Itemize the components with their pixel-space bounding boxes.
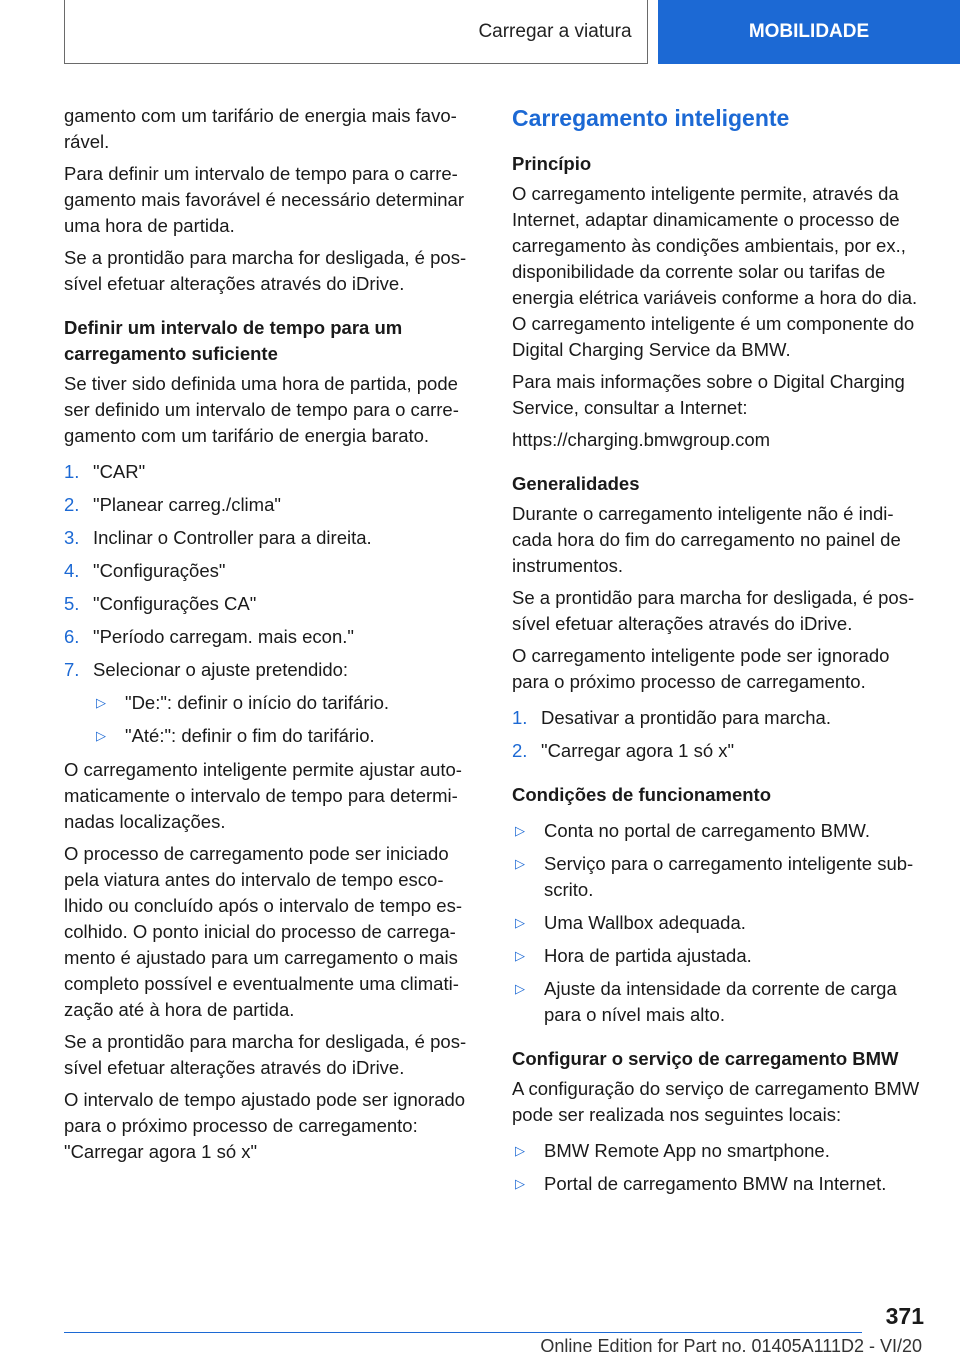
triangle-bullet-icon: ▷ <box>515 1143 525 1158</box>
triangle-bullet-icon: ▷ <box>96 728 106 743</box>
left-column <box>64 103 480 1171</box>
triangle-bullet-icon: ▷ <box>515 948 525 963</box>
paragraph: Se a prontidão para marcha for desligada, é pos-sível efetuar alterações através do iDrive. <box>64 1031 467 1078</box>
subheading-principio: Princípio <box>512 153 592 174</box>
step-number: 1. <box>512 707 528 728</box>
bullet-list <box>512 1138 922 1197</box>
step-text: Desativar a prontidão para marcha. <box>541 707 831 728</box>
paragraph: O processo de carregamento pode ser iniciado pela viatura antes do intervalo de tempo esco-lhido ou concluído após o intervalo de tempo es-colhido. O ponto inicial do processo de carrega-mento é ajustado para um carregamento o mais completo possível e eventualmente uma climati-zação até à hora de partida. <box>64 843 463 1020</box>
paragraph: O carregamento inteligente permite, através da Internet, adaptar dinamicamente o processo de carregamento às condições ambientais, por ex., disponibilidade da corrente solar ou tarifas de energia elétrica variáveis conforme a hora do dia. O carregamento inteligente é um componente do Digital Charging Service da BMW. <box>512 183 918 360</box>
triangle-bullet-icon: ▷ <box>515 856 525 871</box>
step-text: Inclinar o Controller para a direita. <box>93 527 372 548</box>
step-item <box>512 705 922 731</box>
subheading-configurar: Configurar o serviço de carregamento BMW <box>512 1048 899 1069</box>
bullet-text: Portal de carregamento BMW na Internet. <box>544 1173 887 1194</box>
paragraph: O carregamento inteligente permite ajustar auto-maticamente o intervalo de tempo para determi-nadas localizações. <box>64 759 462 832</box>
paragraph: O carregamento inteligente pode ser ignorado para o próximo processo de carregamento. <box>512 645 890 692</box>
bullet-item <box>512 851 922 903</box>
footer-edition: Online Edition for Part no. 01405A111D2 - VI/20 <box>540 1336 922 1356</box>
steps-list <box>64 459 480 749</box>
paragraph: Se tiver sido definida uma hora de partida, pode ser definido um intervalo de tempo para o carre-gamento com um tarifário de energia barato. <box>64 373 459 446</box>
paragraph: O intervalo de tempo ajustado pode ser ignorado para o próximo processo de carregamento: "Carregar agora 1 só x" <box>64 1089 466 1162</box>
bullet-item <box>512 910 922 936</box>
paragraph: Se a prontidão para marcha for desligada, é pos-sível efetuar alterações através do iDrive. <box>64 247 467 294</box>
step-item <box>64 591 480 617</box>
bullet-item <box>512 943 922 969</box>
step-number: 3. <box>64 527 80 548</box>
bullet-item <box>512 976 922 1028</box>
step-number: 1. <box>64 461 80 482</box>
sub-bullet-item <box>64 690 480 716</box>
right-column <box>512 103 922 1205</box>
bullet-item <box>512 1171 922 1197</box>
bullet-text: "De:": definir o início do tarifário. <box>125 692 390 713</box>
bullet-text: Ajuste da intensidade da corrente de carga para o nível mais alto. <box>544 978 897 1025</box>
step-text: Selecionar o ajuste pretendido: <box>93 659 349 680</box>
page-number: 371 <box>885 1303 924 1329</box>
triangle-bullet-icon: ▷ <box>515 915 525 930</box>
step-item <box>64 525 480 551</box>
bullet-text: "Até:": definir o fim do tarifário. <box>125 725 375 746</box>
bullet-item <box>512 818 922 844</box>
url-text: https://charging.bmwgroup.com <box>512 429 771 450</box>
header-section-title: Carregar a viatura <box>478 21 632 42</box>
paragraph: Para mais informações sobre o Digital Charging Service, consultar a Internet: <box>512 371 905 418</box>
step-text: "Carregar agora 1 só x" <box>541 740 735 761</box>
bullet-text: BMW Remote App no smartphone. <box>544 1140 830 1161</box>
bullet-text: Hora de partida ajustada. <box>544 945 752 966</box>
step-number: 5. <box>64 593 80 614</box>
bullet-text: Conta no portal de carregamento BMW. <box>544 820 870 841</box>
steps-list <box>512 705 922 764</box>
section-title: Carregamento inteligente <box>512 105 790 131</box>
subheading-intervalo: Definir um intervalo de tempo para um carregamento suficiente <box>64 317 403 364</box>
triangle-bullet-icon: ▷ <box>515 823 525 838</box>
triangle-bullet-icon: ▷ <box>96 695 106 710</box>
step-item <box>64 558 480 584</box>
paragraph: Para definir um intervalo de tempo para o carre-gamento mais favorável é necessário determinar uma hora de partida. <box>64 163 464 236</box>
paragraph: A configuração do serviço de carregamento BMW pode ser realizada nos seguintes locais: <box>512 1078 920 1125</box>
step-text: "CAR" <box>93 461 146 482</box>
paragraph: gamento com um tarifário de energia mais favo-rável. <box>64 105 457 152</box>
subheading-condicoes: Condições de funcionamento <box>512 784 772 805</box>
paragraph: Durante o carregamento inteligente não é indi-cada hora do fim do carregamento no painel de instrumentos. <box>512 503 901 576</box>
paragraph: Se a prontidão para marcha for desligada, é pos-sível efetuar alterações através do iDrive. <box>512 587 915 634</box>
subheading-generalidades: Generalidades <box>512 473 640 494</box>
step-number: 6. <box>64 626 80 647</box>
bullet-text: Uma Wallbox adequada. <box>544 912 746 933</box>
bullet-list <box>512 818 922 1028</box>
sub-bullet-item <box>64 723 480 749</box>
footer-divider <box>64 1332 862 1333</box>
step-text: "Configurações" <box>93 560 226 581</box>
triangle-bullet-icon: ▷ <box>515 1176 525 1191</box>
step-number: 2. <box>512 740 528 761</box>
step-item <box>64 492 480 518</box>
step-number: 4. <box>64 560 80 581</box>
bullet-text: Serviço para o carregamento inteligente sub-scrito. <box>544 853 914 900</box>
step-number: 2. <box>64 494 80 515</box>
bullet-item <box>512 1138 922 1164</box>
step-text: "Planear carreg./clima" <box>93 494 281 515</box>
step-item <box>512 738 922 764</box>
step-text: "Período carregam. mais econ." <box>93 626 354 647</box>
triangle-bullet-icon: ▷ <box>515 981 525 996</box>
step-number: 7. <box>64 659 80 680</box>
step-item <box>64 624 480 650</box>
step-item <box>64 657 480 683</box>
header-chapter-tab: MOBILIDADE <box>658 0 960 64</box>
step-text: "Configurações CA" <box>93 593 257 614</box>
step-item <box>64 459 480 485</box>
